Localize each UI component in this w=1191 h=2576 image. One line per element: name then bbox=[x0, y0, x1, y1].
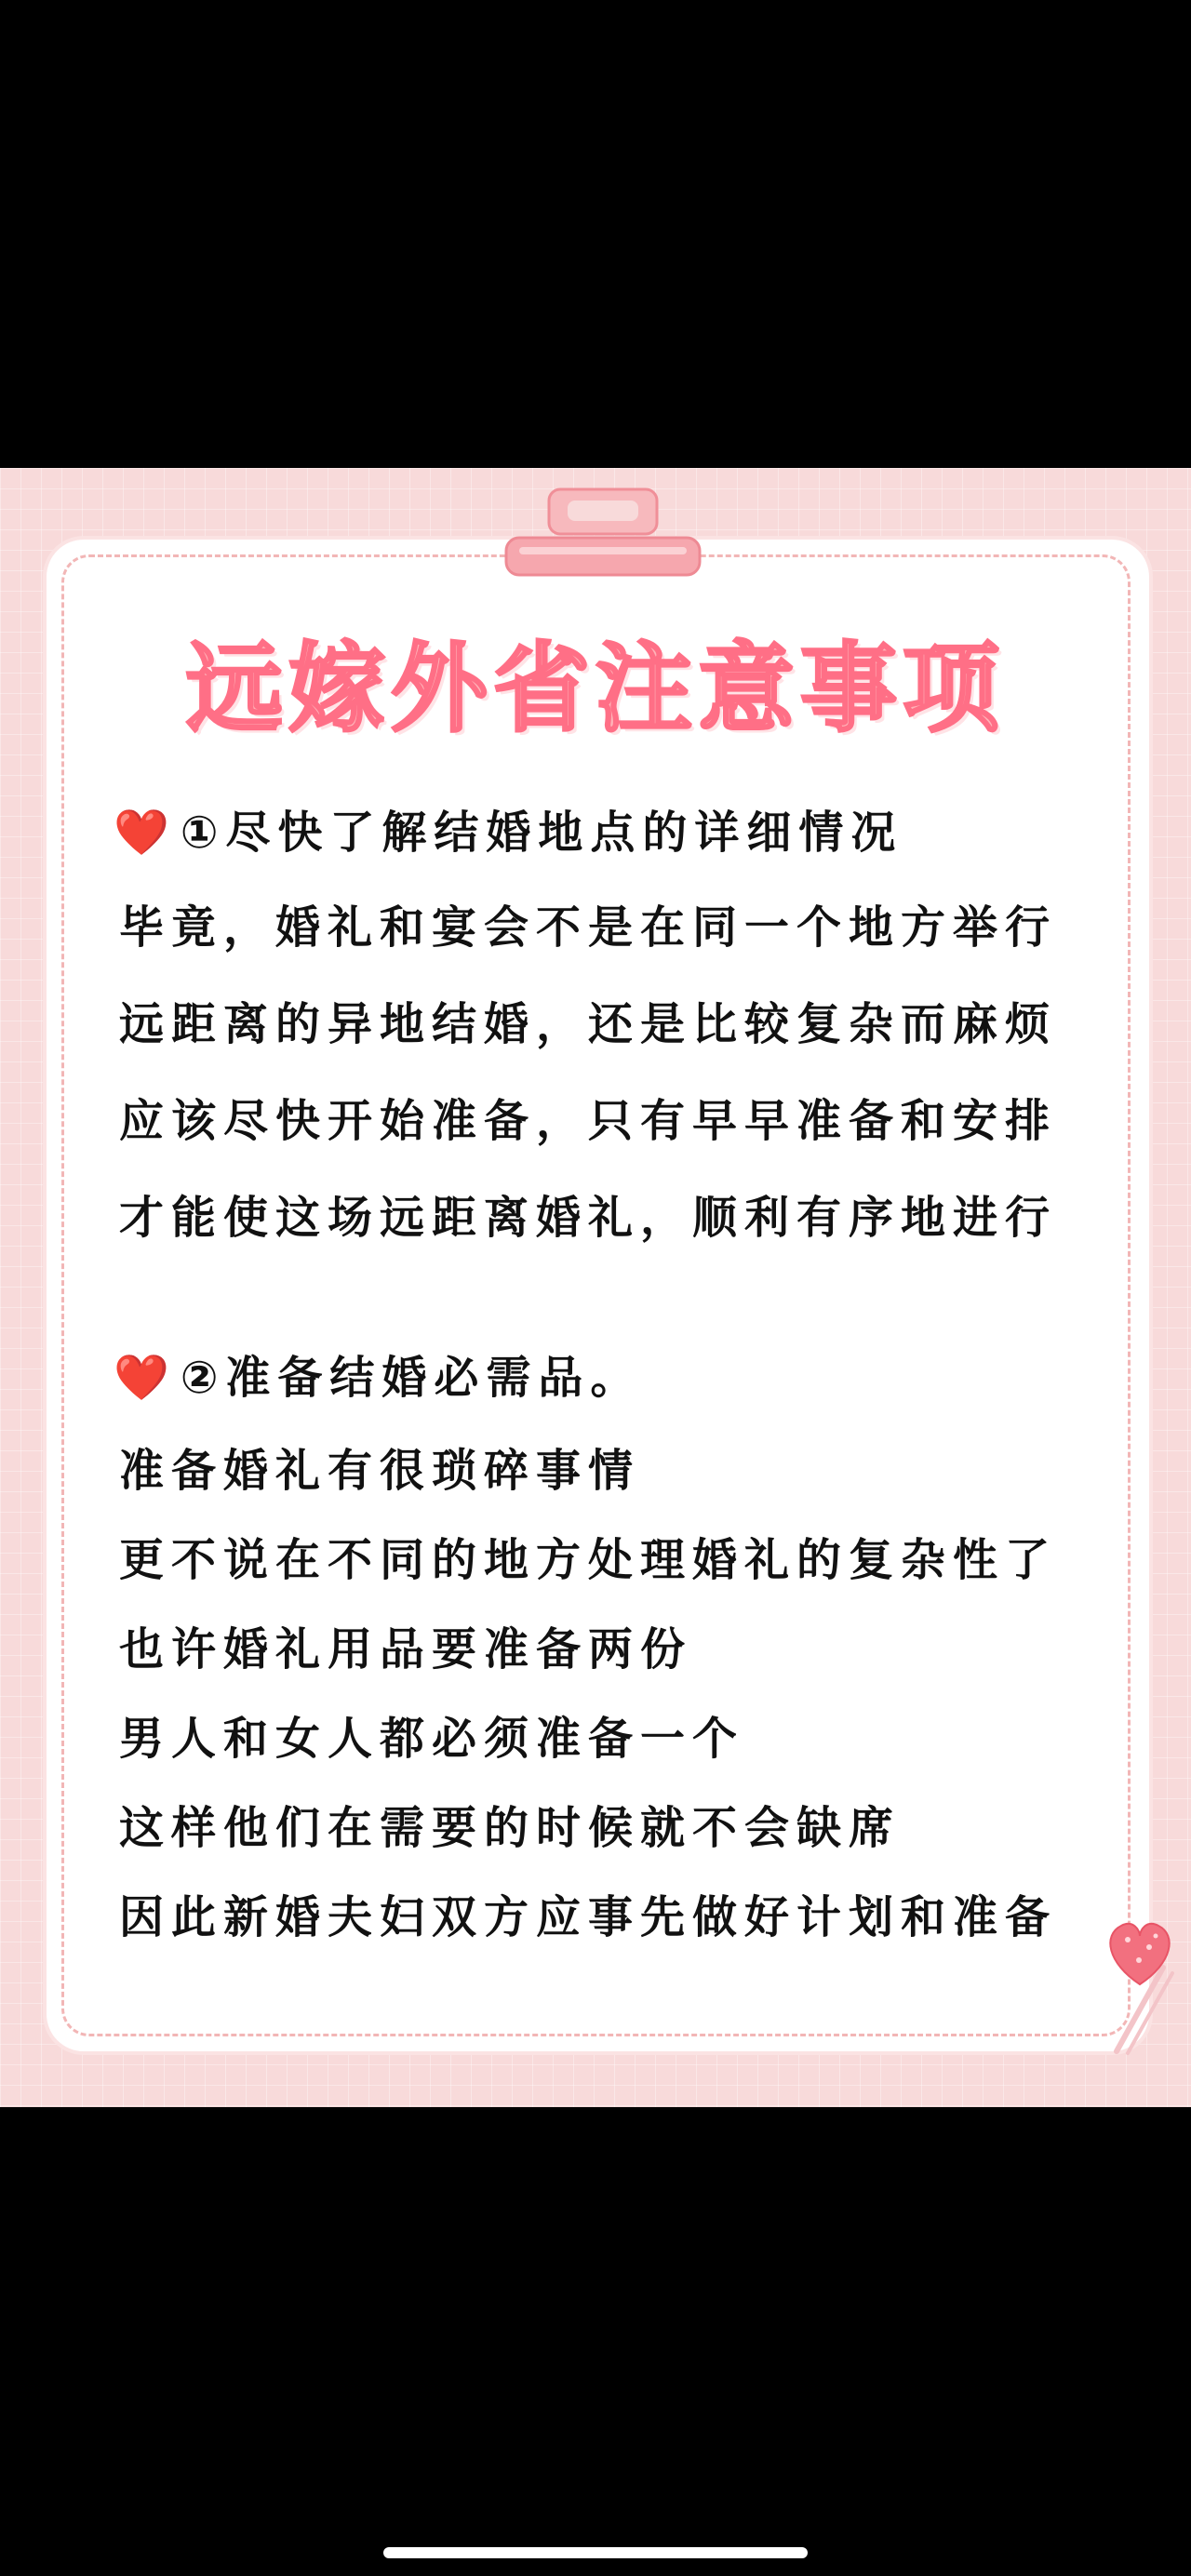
heart-icon: ❤️ bbox=[114, 807, 177, 859]
section-2-line-3: 也许婚礼用品要准备两份 bbox=[119, 1623, 693, 1675]
section-1-line-3: 应该尽快开始准备，只有早早准备和安排 bbox=[119, 1095, 1058, 1147]
section-1-line-1: 毕竟，婚礼和宴会不是在同一个地方举行 bbox=[119, 901, 1058, 954]
section-2-line-6: 因此新婚夫妇双方应事先做好计划和准备 bbox=[119, 1891, 1058, 1943]
section-2-line-1: 准备婚礼有很琐碎事情 bbox=[119, 1445, 641, 1497]
section-2-line-2: 更不说在不同的地方处理婚礼的复杂性了 bbox=[119, 1534, 1058, 1586]
section-2-line-4: 男人和女人都必须准备一个 bbox=[119, 1713, 745, 1765]
heart-icon: ❤️ bbox=[114, 1352, 177, 1404]
section-1-line-2: 远距离的异地结婚，还是比较复杂而麻烦 bbox=[119, 998, 1058, 1050]
section-1-heading-text: ①尽快了解结婚地点的详细情况 bbox=[180, 807, 903, 859]
home-indicator[interactable] bbox=[383, 2547, 808, 2558]
section-1-line-4: 才能使这场远距离婚礼，顺利有序地进行 bbox=[119, 1192, 1058, 1244]
section-2-line-5: 这样他们在需要的时候就不会缺席 bbox=[119, 1802, 902, 1854]
clip-icon bbox=[501, 482, 705, 594]
section-1-heading bbox=[114, 800, 1100, 865]
section-2-heading-text: ②准备结婚必需品。 bbox=[180, 1352, 643, 1404]
page-title: 远嫁外省注意事项 bbox=[185, 631, 1005, 745]
section-2-heading bbox=[114, 1345, 1100, 1410]
paperclip-heart-icon bbox=[1098, 1912, 1182, 2061]
